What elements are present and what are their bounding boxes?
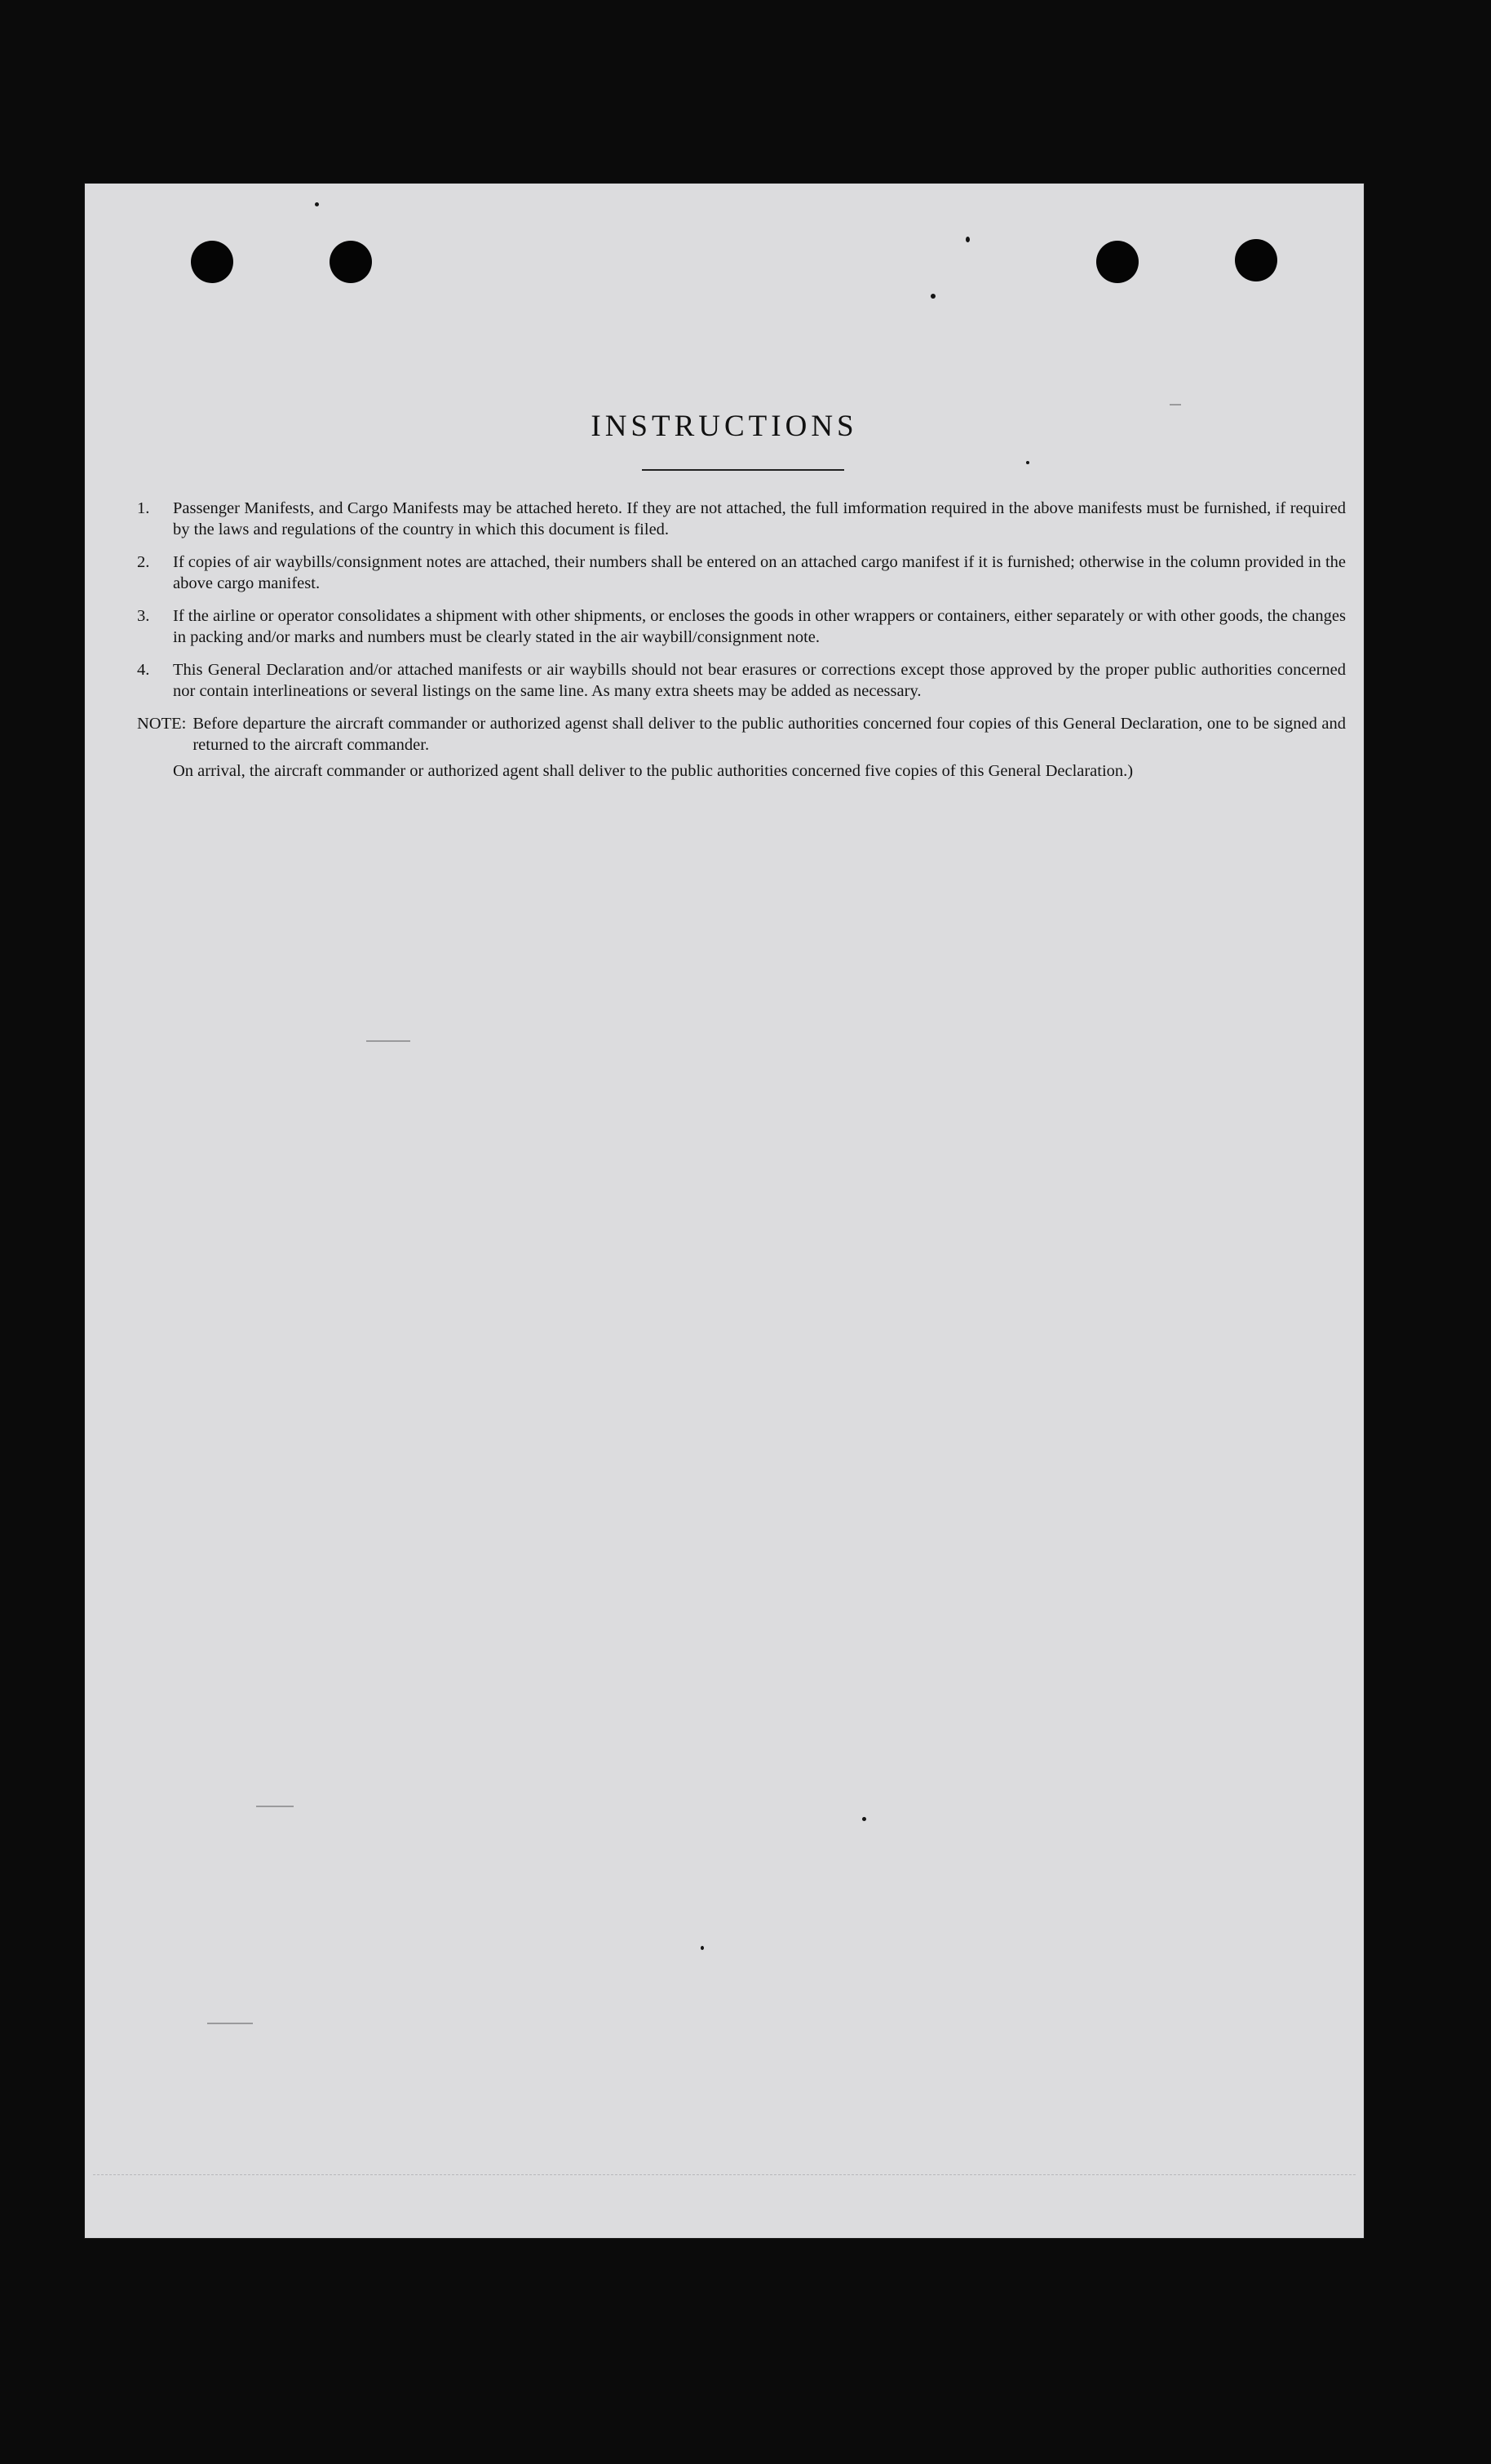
instruction-text: If the airline or operator consolidates a shipment with other shipments, or encloses the goods in other wrappers or containers, either separately or with other goods, the changes in packing and/or marks and numbers must be clearly stated in the air waybill/consignment note.: [173, 607, 1347, 646]
instruction-text: If copies of air waybills/consignment notes are attached, their numbers shall be entered on an attached cargo manifest if it is furnished; otherwise in the column provided in the above cargo manifest.: [173, 553, 1346, 592]
instruction-item: [137, 605, 1346, 648]
document-page: [85, 184, 1364, 2238]
scan-speck: [315, 202, 319, 206]
instruction-item: [137, 659, 1346, 702]
scan-mark-line: [256, 1806, 294, 1807]
punch-hole-2: [330, 241, 372, 283]
punch-hole-1: [191, 241, 233, 283]
instruction-number: 3.: [137, 607, 150, 625]
bottom-faint-rule: [93, 2174, 1356, 2176]
note-arrival-text: On arrival, the aircraft commander or authorized agent shall deliver to the public authorities concerned five copies of this General Declaration.): [173, 762, 1134, 780]
scan-mark-line: [366, 1040, 410, 1042]
instruction-item: [137, 498, 1346, 540]
punch-hole-3: [1096, 241, 1139, 283]
scan-mark-line: [207, 2023, 253, 2024]
scan-speck: [966, 237, 970, 242]
instructions-list: [137, 498, 1346, 782]
instruction-item: [137, 552, 1346, 594]
punch-hole-4: [1235, 239, 1277, 281]
note-section: [137, 713, 1346, 782]
instruction-number: 2.: [137, 553, 150, 571]
instruction-number: 1.: [137, 499, 150, 517]
note-departure: [137, 713, 1346, 756]
title-underline: [642, 469, 844, 471]
instruction-number: 4.: [137, 661, 150, 679]
note-label: NOTE:: [137, 715, 187, 733]
instruction-text: Passenger Manifests, and Cargo Manifests may be attached hereto. If they are not attached, the full imformation required in the above manifests must be furnished, if required by the laws and regulations of the country in which this document is filed.: [173, 499, 1346, 538]
scan-speck: [931, 294, 936, 299]
scan-speck: [862, 1817, 866, 1821]
instruction-text: This General Declaration and/or attached manifests or air waybills should not bear erasures or corrections except those approved by the proper public authorities concerned nor contain interlineations or several listings on the same line. As many extra sheets may be added as necessary.: [173, 661, 1346, 700]
scan-speck: [701, 1946, 704, 1950]
scan-mark-line: [1170, 404, 1181, 405]
scan-speck: [1026, 461, 1029, 464]
page-title: INSTRUCTIONS: [591, 410, 858, 443]
note-departure-text: Before departure the aircraft commander or authorized agenst shall deliver to the public authorities concerned four copies of this General Declaration, one to be signed and returned to the aircraft commander.: [192, 715, 1346, 754]
